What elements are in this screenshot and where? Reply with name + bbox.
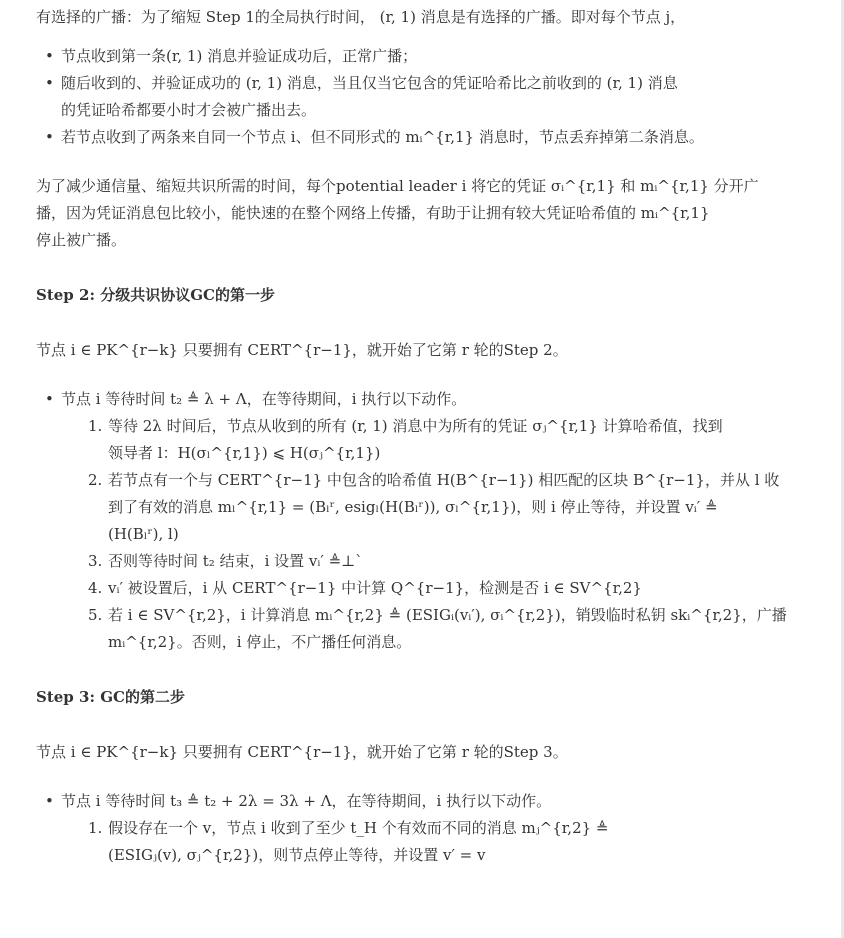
step3-intro: 节点 i ∈ PK^{r−k} 只要拥有 CERT^{r−1}，就开始了它第 r 轮的Step 3。 <box>36 743 568 761</box>
item-text: 若 i ∈ SV^{r,2}，i 计算消息 mᵢ^{r,2} ≜ (ESIGᵢ(vᵢ′), σᵢ^{r,2})，销毁临时私钥 skᵢ^{r,2}，广播 <box>108 606 787 624</box>
selective-broadcast-list <box>36 43 824 151</box>
list-item-text: 随后收到的、并验证成功的 (r, 1) 消息，当且仅当它包含的凭证哈希比之前收到的 (r, 1) 消息 <box>61 74 678 92</box>
item-text: 假设存在一个 v，节点 i 收到了至少 t_H 个有效而不同的消息 mⱼ^{r,2} ≜ <box>108 819 609 837</box>
step3-heading: Step 3: GC的第二步 <box>36 688 185 706</box>
intro-paragraph: 有选择的广播：为了缩短 Step 1的全局执行时间， (r, 1) 消息是有选择的广播。即对每个节点 j， <box>36 8 686 26</box>
step3-list <box>36 788 824 815</box>
paragraph-line: 播，因为凭证消息包比较小，能快速的在整个网络上传播，有助于让拥有较大凭证哈希值的 mᵢ^{r,1} <box>36 204 710 222</box>
list-item-text: 节点 i 等待时间 t₃ ≜ t₂ + 2λ = 3λ + Λ，在等待期间，i 执行以下动作。 <box>61 792 552 810</box>
list-item-text: 的凭证哈希都要小时才会被广播出去。 <box>61 101 317 119</box>
item-text: 等待 2λ 时间后，节点从收到的所有 (r, 1) 消息中为所有的凭证 σⱼ^{r,1} 计算哈希值，找到 <box>108 417 723 435</box>
list-item-text: 节点收到第一条(r, 1) 消息并验证成功后，正常广播； <box>61 47 418 65</box>
ordered-item <box>88 548 824 575</box>
item-number: 2. <box>88 471 103 489</box>
paragraph-line: 为了减少通信量、缩短共识所需的时间，每个potential leader i 将它的凭证 σᵢ^{r,1} 和 mᵢ^{r,1} 分开广 <box>36 177 759 195</box>
item-text: (H(Bₗʳ), l) <box>108 525 179 543</box>
step2-heading: Step 2: 分级共识协议GC的第一步 <box>36 286 275 304</box>
item-text: (ESIGⱼ(v), σⱼ^{r,2})，则节点停止等待，并设置 v′ = v <box>108 846 486 864</box>
item-text: 否则等待时间 t₂ 结束，i 设置 vᵢ′ ≜⊥` <box>108 552 363 570</box>
item-text: 领导者 l：H(σₗ^{r,1}) ⩽ H(σⱼ^{r,1}) <box>108 444 381 462</box>
step2-intro: 节点 i ∈ PK^{r−k} 只要拥有 CERT^{r−1}，就开始了它第 r 轮的Step 2。 <box>36 341 568 359</box>
ordered-item <box>88 413 824 467</box>
step2-ordered-list <box>36 413 824 656</box>
list-item-text: 节点 i 等待时间 t₂ ≜ λ + Λ，在等待期间，i 执行以下动作。 <box>61 390 467 408</box>
list-item-text: 若节点收到了两条来自同一个节点 i、但不同形式的 mᵢ^{r,1} 消息时，节点丢弃掉第二条消息。 <box>61 128 704 146</box>
list-item <box>61 386 824 413</box>
item-text: mᵢ^{r,2}。否则，i 停止，不广播任何消息。 <box>108 633 412 651</box>
ordered-item <box>88 815 824 869</box>
list-item <box>61 124 824 151</box>
list-item <box>61 43 824 70</box>
item-number: 4. <box>88 579 103 597</box>
ordered-item <box>88 575 824 602</box>
item-text: vᵢ′ 被设置后，i 从 CERT^{r−1} 中计算 Q^{r−1}，检测是否 i ∈ SV^{r,2} <box>108 579 642 597</box>
item-number: 1. <box>88 819 103 837</box>
item-number: 1. <box>88 417 103 435</box>
step3-ordered-list <box>36 815 824 869</box>
item-number: 3. <box>88 552 103 570</box>
item-text: 若节点有一个与 CERT^{r−1} 中包含的哈希值 H(B^{r−1}) 相匹配的区块 B^{r−1}，并从 l 收 <box>108 471 780 489</box>
credential-paragraph <box>36 173 824 254</box>
ordered-item <box>88 602 824 656</box>
ordered-item <box>88 467 824 548</box>
item-text: 到了有效的消息 mₗ^{r,1} = (Bₗʳ, esigₗ(H(Bₗʳ)), σₗ^{r,1})，则 i 停止等待，并设置 vᵢ′ ≜ <box>108 498 718 516</box>
item-number: 5. <box>88 606 103 624</box>
paragraph-line: 停止被广播。 <box>36 231 127 249</box>
list-item <box>61 70 824 124</box>
step2-list <box>36 386 824 413</box>
list-item <box>61 788 824 815</box>
